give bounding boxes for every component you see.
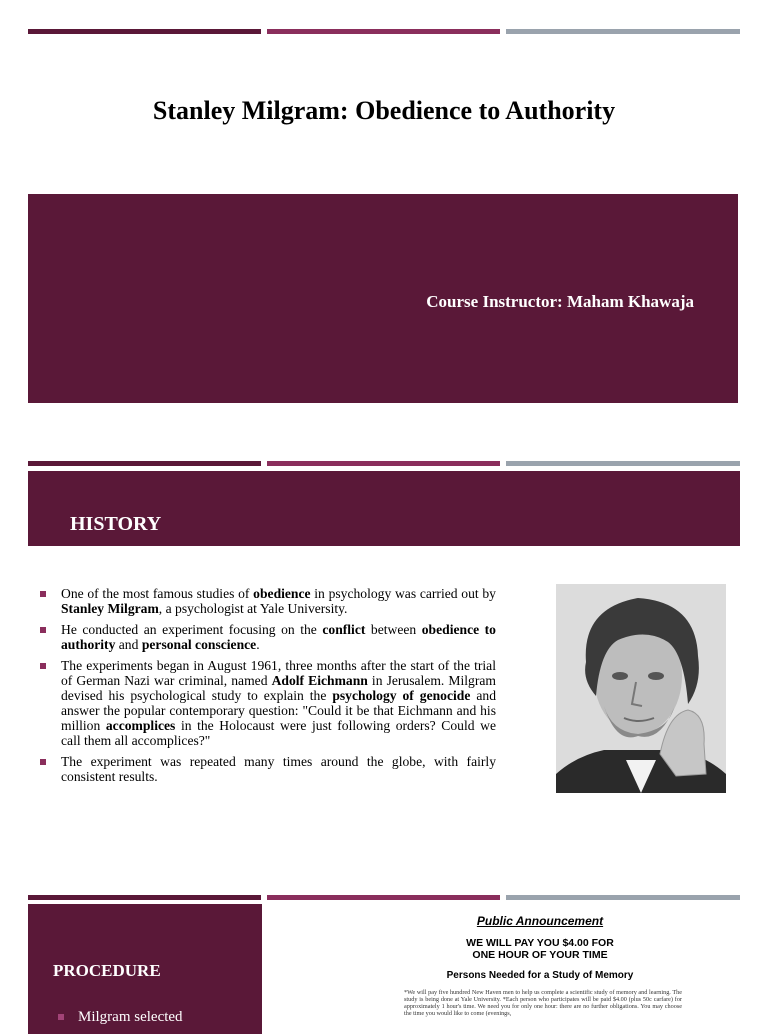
bullet-text: and answer the popular contemporary question: "Could it be that Eichmann and his million bbox=[61, 688, 496, 733]
accent-bars bbox=[28, 461, 740, 466]
accent-bar-dark bbox=[28, 461, 261, 466]
bullet-text: He conducted an experiment focusing on the bbox=[61, 622, 323, 637]
bullet-item bbox=[40, 754, 496, 784]
section-heading: PROCEDURE bbox=[53, 961, 161, 980]
bullet-text: The experiment was repeated many times around the globe, with fairly consistent results. bbox=[61, 754, 496, 784]
bullet-text: between bbox=[365, 622, 422, 637]
public-announcement-flyer bbox=[270, 904, 768, 1034]
title-banner bbox=[28, 194, 738, 403]
accent-bars bbox=[28, 29, 740, 34]
announcement-body: *We will pay five hundred New Haven men to help us complete a scientific study of memory and learning. The study is being done at Yale University. *Each person who participates will be paid $4.00 (plus 50c carfare) for approximately 1 hour's time. We need you for only one hour: there are no further obligations. You may choose the time you would like to come (evenings, bbox=[404, 989, 682, 1017]
accent-bar-mid bbox=[267, 461, 500, 466]
procedure-slide bbox=[0, 893, 768, 1024]
bullet-square-icon bbox=[40, 759, 46, 765]
bold-text: obedience bbox=[253, 586, 311, 601]
bullet-item bbox=[40, 622, 496, 652]
bullet-square-icon bbox=[40, 591, 46, 597]
accent-bar-mid bbox=[267, 895, 500, 900]
portrait-photo bbox=[556, 584, 726, 793]
section-heading: HISTORY bbox=[70, 513, 162, 535]
announcement-pay-line2: ONE HOUR OF YOUR TIME bbox=[472, 949, 608, 961]
bold-text: accomplices bbox=[105, 718, 176, 733]
procedure-bullet-text: Milgram selected bbox=[78, 1009, 183, 1025]
slide-title: Stanley Milgram: Obedience to Authority bbox=[152, 96, 616, 125]
accent-bars bbox=[28, 895, 740, 900]
history-slide bbox=[0, 458, 768, 878]
accent-bar-mid bbox=[267, 29, 500, 34]
bullet-item bbox=[40, 658, 496, 748]
bullet-square-icon bbox=[58, 1014, 64, 1020]
bold-text: Stanley Milgram bbox=[61, 601, 159, 616]
bullet-text: One of the most famous studies of bbox=[61, 586, 254, 601]
title-slide bbox=[0, 0, 768, 440]
bold-text: personal conscience bbox=[141, 637, 257, 652]
section-header bbox=[28, 471, 740, 546]
bullet-text: in the Holocaust were just following orders? Could we call them all accomplices?" bbox=[61, 718, 496, 748]
bold-text: obedience to authority bbox=[61, 622, 496, 652]
bold-text: Adolf Eichmann bbox=[271, 673, 368, 688]
bullet-text: . bbox=[256, 637, 260, 652]
bullet-square-icon bbox=[40, 663, 46, 669]
procedure-bullet bbox=[78, 1009, 183, 1026]
bullet-text: in Jerusalem. Milgram devised his psychological study to explain the bbox=[61, 673, 496, 703]
bullet-text: The experiments began in August 1961, three months after the start of the trial of German Nazi war criminal, named bbox=[61, 658, 496, 688]
accent-bar-gray bbox=[506, 895, 740, 900]
instructor-name: Course Instructor: Maham Khawaja bbox=[426, 292, 694, 311]
announcement-pay-line1: WE WILL PAY YOU $4.00 FOR bbox=[466, 937, 614, 949]
procedure-sidebar bbox=[28, 904, 262, 1034]
bold-text: psychology of genocide bbox=[332, 688, 471, 703]
bold-text: conflict bbox=[322, 622, 366, 637]
accent-bar-gray bbox=[506, 29, 740, 34]
accent-bar-dark bbox=[28, 29, 261, 34]
bullet-list bbox=[40, 586, 496, 790]
bullet-text: in psychology was carried out by bbox=[310, 586, 496, 601]
bullet-text: , a psychologist at Yale University. bbox=[158, 601, 348, 616]
announcement-subtitle: Persons Needed for a Study of Memory bbox=[446, 970, 634, 981]
accent-bar-gray bbox=[506, 461, 740, 466]
announcement-title: Public Announcement bbox=[476, 914, 604, 928]
bullet-item bbox=[40, 586, 496, 616]
bullet-text: and bbox=[115, 637, 142, 652]
bullet-square-icon bbox=[40, 627, 46, 633]
announcement-pay bbox=[270, 937, 768, 961]
accent-bar-dark bbox=[28, 895, 261, 900]
